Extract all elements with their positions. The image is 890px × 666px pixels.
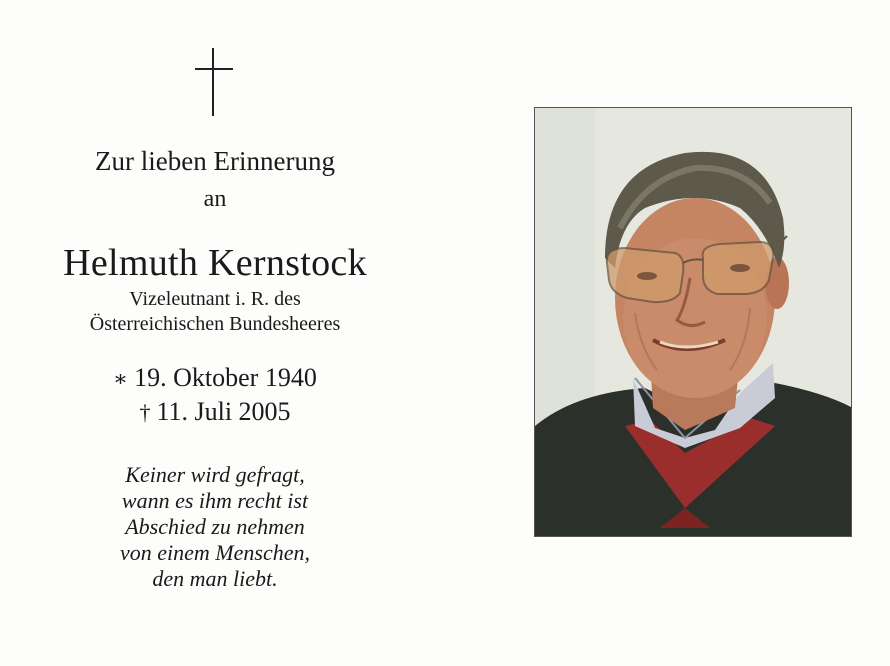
birth-symbol: ∗ bbox=[113, 366, 129, 391]
rank-line-2: Österreichischen Bundesheeres bbox=[89, 313, 341, 335]
intro-line-1: Zur lieben Erinnerung bbox=[95, 146, 335, 176]
birth-date: 19. Oktober 1940 bbox=[134, 363, 317, 392]
rank-line-1: Vizeleutnant i. R. des bbox=[129, 288, 301, 310]
poem bbox=[0, 462, 430, 592]
poem-line: von einem Menschen, bbox=[120, 540, 310, 565]
death-date: 11. Juli 2005 bbox=[156, 397, 291, 426]
death-line bbox=[0, 397, 430, 427]
poem-line: wann es ihm recht ist bbox=[121, 488, 309, 513]
deceased-name: Helmuth Kernstock bbox=[63, 242, 367, 284]
poem-line: Abschied zu nehmen bbox=[125, 514, 305, 539]
poem-line: den man liebt. bbox=[152, 566, 278, 591]
cross-icon bbox=[195, 48, 233, 116]
poem-line: Keiner wird gefragt, bbox=[125, 462, 305, 487]
portrait-photo bbox=[534, 107, 852, 537]
death-symbol: † bbox=[139, 400, 151, 425]
birth-line bbox=[0, 363, 430, 393]
intro-line-2: an bbox=[203, 186, 227, 212]
portrait-illustration bbox=[535, 108, 852, 537]
